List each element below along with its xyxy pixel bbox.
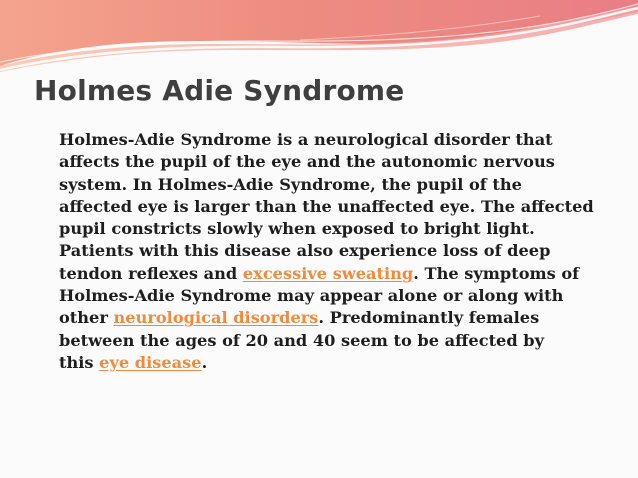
body-line — [59, 129, 619, 151]
body-text-segment: Holmes-Adie Syndrome is a neurological disorder that — [59, 130, 553, 149]
body-line — [59, 218, 619, 240]
body-line — [59, 151, 619, 173]
body-text-segment: . Predominantly females — [318, 308, 540, 328]
body-text-segment: other — [59, 308, 114, 328]
body-line — [59, 330, 619, 352]
body-line — [59, 196, 619, 218]
hyperlink[interactable]: eye disease — [99, 352, 202, 372]
body-line — [59, 285, 619, 307]
body-text-segment: affected eye is larger than the unaffected eye. The affected — [59, 196, 594, 216]
body-text-segment: . The symptoms of — [413, 263, 580, 283]
hyperlink[interactable]: neurological disorders — [113, 308, 319, 328]
body-line — [59, 174, 619, 196]
body-text-segment: Patients with this disease also experience loss of deep — [59, 241, 551, 261]
body-text-segment: pupil constricts slowly when exposed to bright light. — [59, 219, 535, 239]
body-text-segment: . — [201, 352, 208, 372]
hyperlink[interactable]: excessive sweating — [242, 263, 414, 283]
body-line — [59, 307, 619, 329]
header-wave-decoration — [0, 0, 638, 72]
body-text-segment: this — [59, 352, 100, 372]
body-text-segment: system. In Holmes-Adie Syndrome, the pupil of the — [59, 174, 522, 194]
body-line — [59, 352, 619, 374]
body-paragraph — [59, 129, 619, 374]
body-text-segment: Holmes-Adie Syndrome may appear alone or along with — [59, 286, 564, 306]
body-text-segment: between the ages of 20 and 40 seem to be affected by — [59, 330, 545, 350]
body-line — [59, 263, 619, 285]
slide-title: Holmes Adie Syndrome — [34, 74, 405, 107]
body-text-segment: affects the pupil of the eye and the autonomic nervous — [59, 152, 555, 172]
body-line — [59, 240, 619, 262]
body-text-segment: tendon reflexes and — [59, 263, 243, 283]
